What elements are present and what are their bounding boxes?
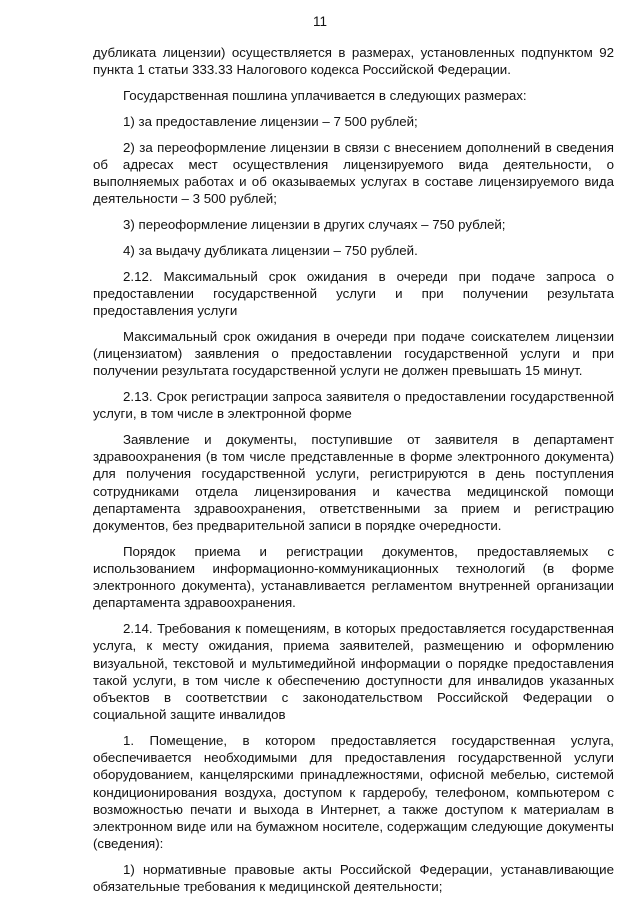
- paragraph: 4) за выдачу дубликата лицензии – 750 рублей.: [123, 242, 418, 258]
- paragraph: 1. Помещение, в котором предоставляется государственная услуга, обеспечивается необходимыми для предоставления государственной услуги оборудованием, канцелярскими принадлежностями, офисной мебелью, системой кондиционирования воздуха, доступом к гардеробу, телефоном, компьютером с возможностью печати и выхода в Интернет, а также доступом к материалам в электронном виде или на бумажном носителе, содержащим следующие документы (сведения):: [93, 733, 614, 852]
- paragraph: 2.13. Срок регистрации запроса заявителя о предоставлении государственной услуги, в том числе в электронной форме: [93, 389, 614, 422]
- document-body: [93, 44, 614, 895]
- paragraph: 2) за переоформление лицензии в связи с внесением дополнений в сведения об адресах мест осуществления лицензируемого вида деятельности, о выполняемых работах и об оказываемых услугах в составе лицензируемого вида деятельности – 3 500 рублей;: [93, 139, 614, 207]
- paragraph: 2.12. Максимальный срок ожидания в очереди при подаче запроса о предоставлении государственной услуги и при получении результата предоставления услуги: [93, 268, 614, 318]
- paragraph: 2.14. Требования к помещениям, в которых предоставляется государственная услуга, к месту ожидания, приема заявителей, размещению и оформлению визуальной, текстовой и мультимедийной информации о порядке предоставления такой услуги, в том числе к обеспечению доступности для инвалидов указанных объектов в соответствии с законодательством Российской Федерации о социальной защите инвалидов: [93, 621, 614, 723]
- paragraph: 1) за предоставление лицензии – 7 500 рублей;: [123, 113, 418, 129]
- paragraph: 1) нормативные правовые акты Российской Федерации, устанавливающие обязательные требования к медицинской деятельности;: [93, 862, 614, 895]
- paragraph: Максимальный срок ожидания в очереди при подаче соискателем лицензии (лицензиатом) заявления о предоставлении государственной услуги и при получении результата государственной услуги не должен превышать 15 минут.: [93, 328, 614, 379]
- paragraph: Порядок приема и регистрации документов, предоставляемых с использованием информационно-коммуникационных технологий (в форме электронного документа), устанавливается регламентом внутренней организации департамента здравоохранения.: [93, 543, 614, 611]
- paragraph: Заявление и документы, поступившие от заявителя в департамент здравоохранения (в том числе представленные в форме электронного документа) для получения государственной услуги, регистрируются в день поступления сотрудниками отдела лицензирования и качества медицинской помощи департамента здравоохранения, ответственными за прием и регистрацию документов, без предварительной записи в порядке очередности.: [93, 432, 614, 534]
- paragraph: дубликата лицензии) осуществляется в размерах, установленных подпунктом 92 пункта 1 статьи 333.33 Налогового кодекса Российской Федерации.: [93, 45, 614, 78]
- paragraph: Государственная пошлина уплачивается в следующих размерах:: [123, 88, 527, 103]
- paragraph: 3) переоформление лицензии в других случаях – 750 рублей;: [123, 217, 506, 232]
- page-number: 11: [312, 14, 327, 29]
